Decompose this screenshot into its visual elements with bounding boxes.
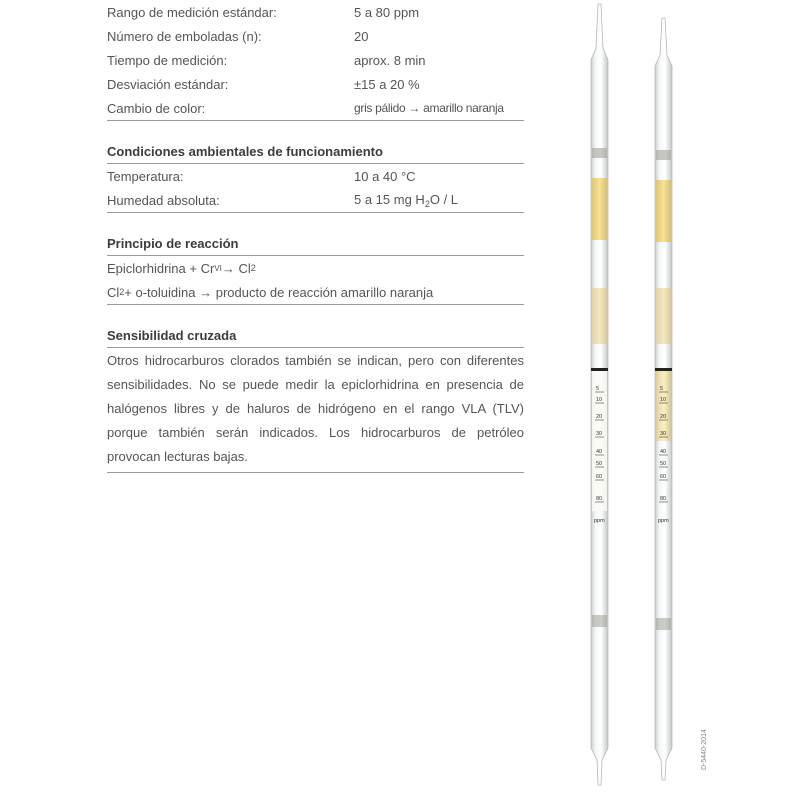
condition-label: Humedad absoluta: bbox=[107, 192, 220, 208]
spec-value: aprox. 8 min bbox=[354, 52, 426, 68]
spec-label: Cambio de color: bbox=[107, 100, 206, 116]
detector-tubes-illustration bbox=[560, 0, 700, 790]
reaction-title: Principio de reacción bbox=[107, 233, 524, 256]
reaction-line2-sub: 2 bbox=[119, 287, 125, 297]
spec-table bbox=[107, 0, 524, 121]
reaction-line1-post: → Cl bbox=[221, 260, 251, 276]
condition-value bbox=[354, 192, 524, 209]
reaction-line-1 bbox=[107, 256, 524, 280]
spec-value: 5 a 80 ppm bbox=[354, 4, 420, 20]
reaction-line1-sup: VI bbox=[214, 263, 222, 273]
spec-label: Número de emboladas (n): bbox=[107, 28, 262, 44]
reaction-line2-pre: Cl bbox=[107, 284, 120, 300]
condition-row-humidity bbox=[107, 188, 524, 213]
spec-label: Rango de medición estándar: bbox=[107, 4, 277, 20]
spec-row-time bbox=[107, 48, 524, 72]
spec-row-deviation bbox=[107, 72, 524, 96]
tube-scale-label: 30 bbox=[660, 431, 667, 437]
condition-label: Temperatura: bbox=[107, 168, 184, 184]
tube-scale-label: 40 bbox=[596, 449, 603, 455]
humidity-value-post: O / L bbox=[429, 191, 459, 207]
tube-scale-label: 60 bbox=[596, 474, 603, 480]
spec-value: 20 bbox=[354, 28, 369, 44]
cross-sensitivity-text: Otros hidrocarburos clorados también se indican, pero con diferentes sensibilidades. No se puede medir la epiclorhidrina en presencia de halógenos libres y de haluros de hidrógeno en el rango VLA (TLV) porque también serán indicados. Los hidrocarburos de petróleo provocan lecturas bajas. bbox=[107, 348, 524, 473]
image-code: D-5440-2014 bbox=[701, 729, 708, 770]
tube-scale-label: 30 bbox=[596, 431, 603, 437]
reaction-line1-pre: Epiclorhidrina + Cr bbox=[107, 260, 215, 276]
humidity-subscript: 2 bbox=[424, 198, 430, 209]
condition-row-temperature bbox=[107, 164, 524, 188]
tube-scale-label: 40 bbox=[660, 449, 667, 455]
reaction-line1-sub: 2 bbox=[250, 263, 256, 273]
tube-scale-label: 50 bbox=[660, 461, 667, 467]
tube-scale-label: 80 bbox=[660, 496, 667, 502]
spec-value: gris pálido → amarillo naranja bbox=[354, 101, 504, 115]
tube-scale-label: 50 bbox=[596, 461, 603, 467]
tube-scale-label: 80 bbox=[596, 496, 603, 502]
tube-scale-label: 10 bbox=[660, 397, 667, 403]
document-content bbox=[107, 0, 524, 473]
spec-value: ±15 a 20 % bbox=[354, 76, 420, 92]
tube-scale-label: ppm bbox=[594, 518, 605, 524]
condition-value: 10 a 40 °C bbox=[354, 168, 416, 184]
reaction-line2-post: + o-toluidina → producto de reacción amarillo naranja bbox=[124, 284, 434, 300]
detector-tubes-image bbox=[560, 0, 700, 790]
spec-label: Desviación estándar: bbox=[107, 76, 229, 92]
spec-row-strokes bbox=[107, 24, 524, 48]
humidity-value-pre: 5 a 15 mg H bbox=[354, 191, 425, 207]
cross-sensitivity-title: Sensibilidad cruzada bbox=[107, 325, 524, 348]
tube-scale-label: 10 bbox=[596, 397, 603, 403]
spec-row-color-change bbox=[107, 96, 524, 121]
tube-scale-label: ppm bbox=[658, 518, 669, 524]
reaction-line-2 bbox=[107, 280, 524, 305]
conditions-title: Condiciones ambientales de funcionamiento bbox=[107, 141, 524, 164]
spec-row-range bbox=[107, 0, 524, 24]
tube-scale-label: 5 bbox=[660, 386, 664, 392]
tube-scale-label: 5 bbox=[596, 386, 600, 392]
tube-scale-label: 20 bbox=[660, 414, 667, 420]
tube-scale-label: 20 bbox=[596, 414, 603, 420]
tube-scale-label: 60 bbox=[660, 474, 667, 480]
spec-label: Tiempo de medición: bbox=[107, 52, 228, 68]
tube-unused bbox=[591, 4, 608, 785]
